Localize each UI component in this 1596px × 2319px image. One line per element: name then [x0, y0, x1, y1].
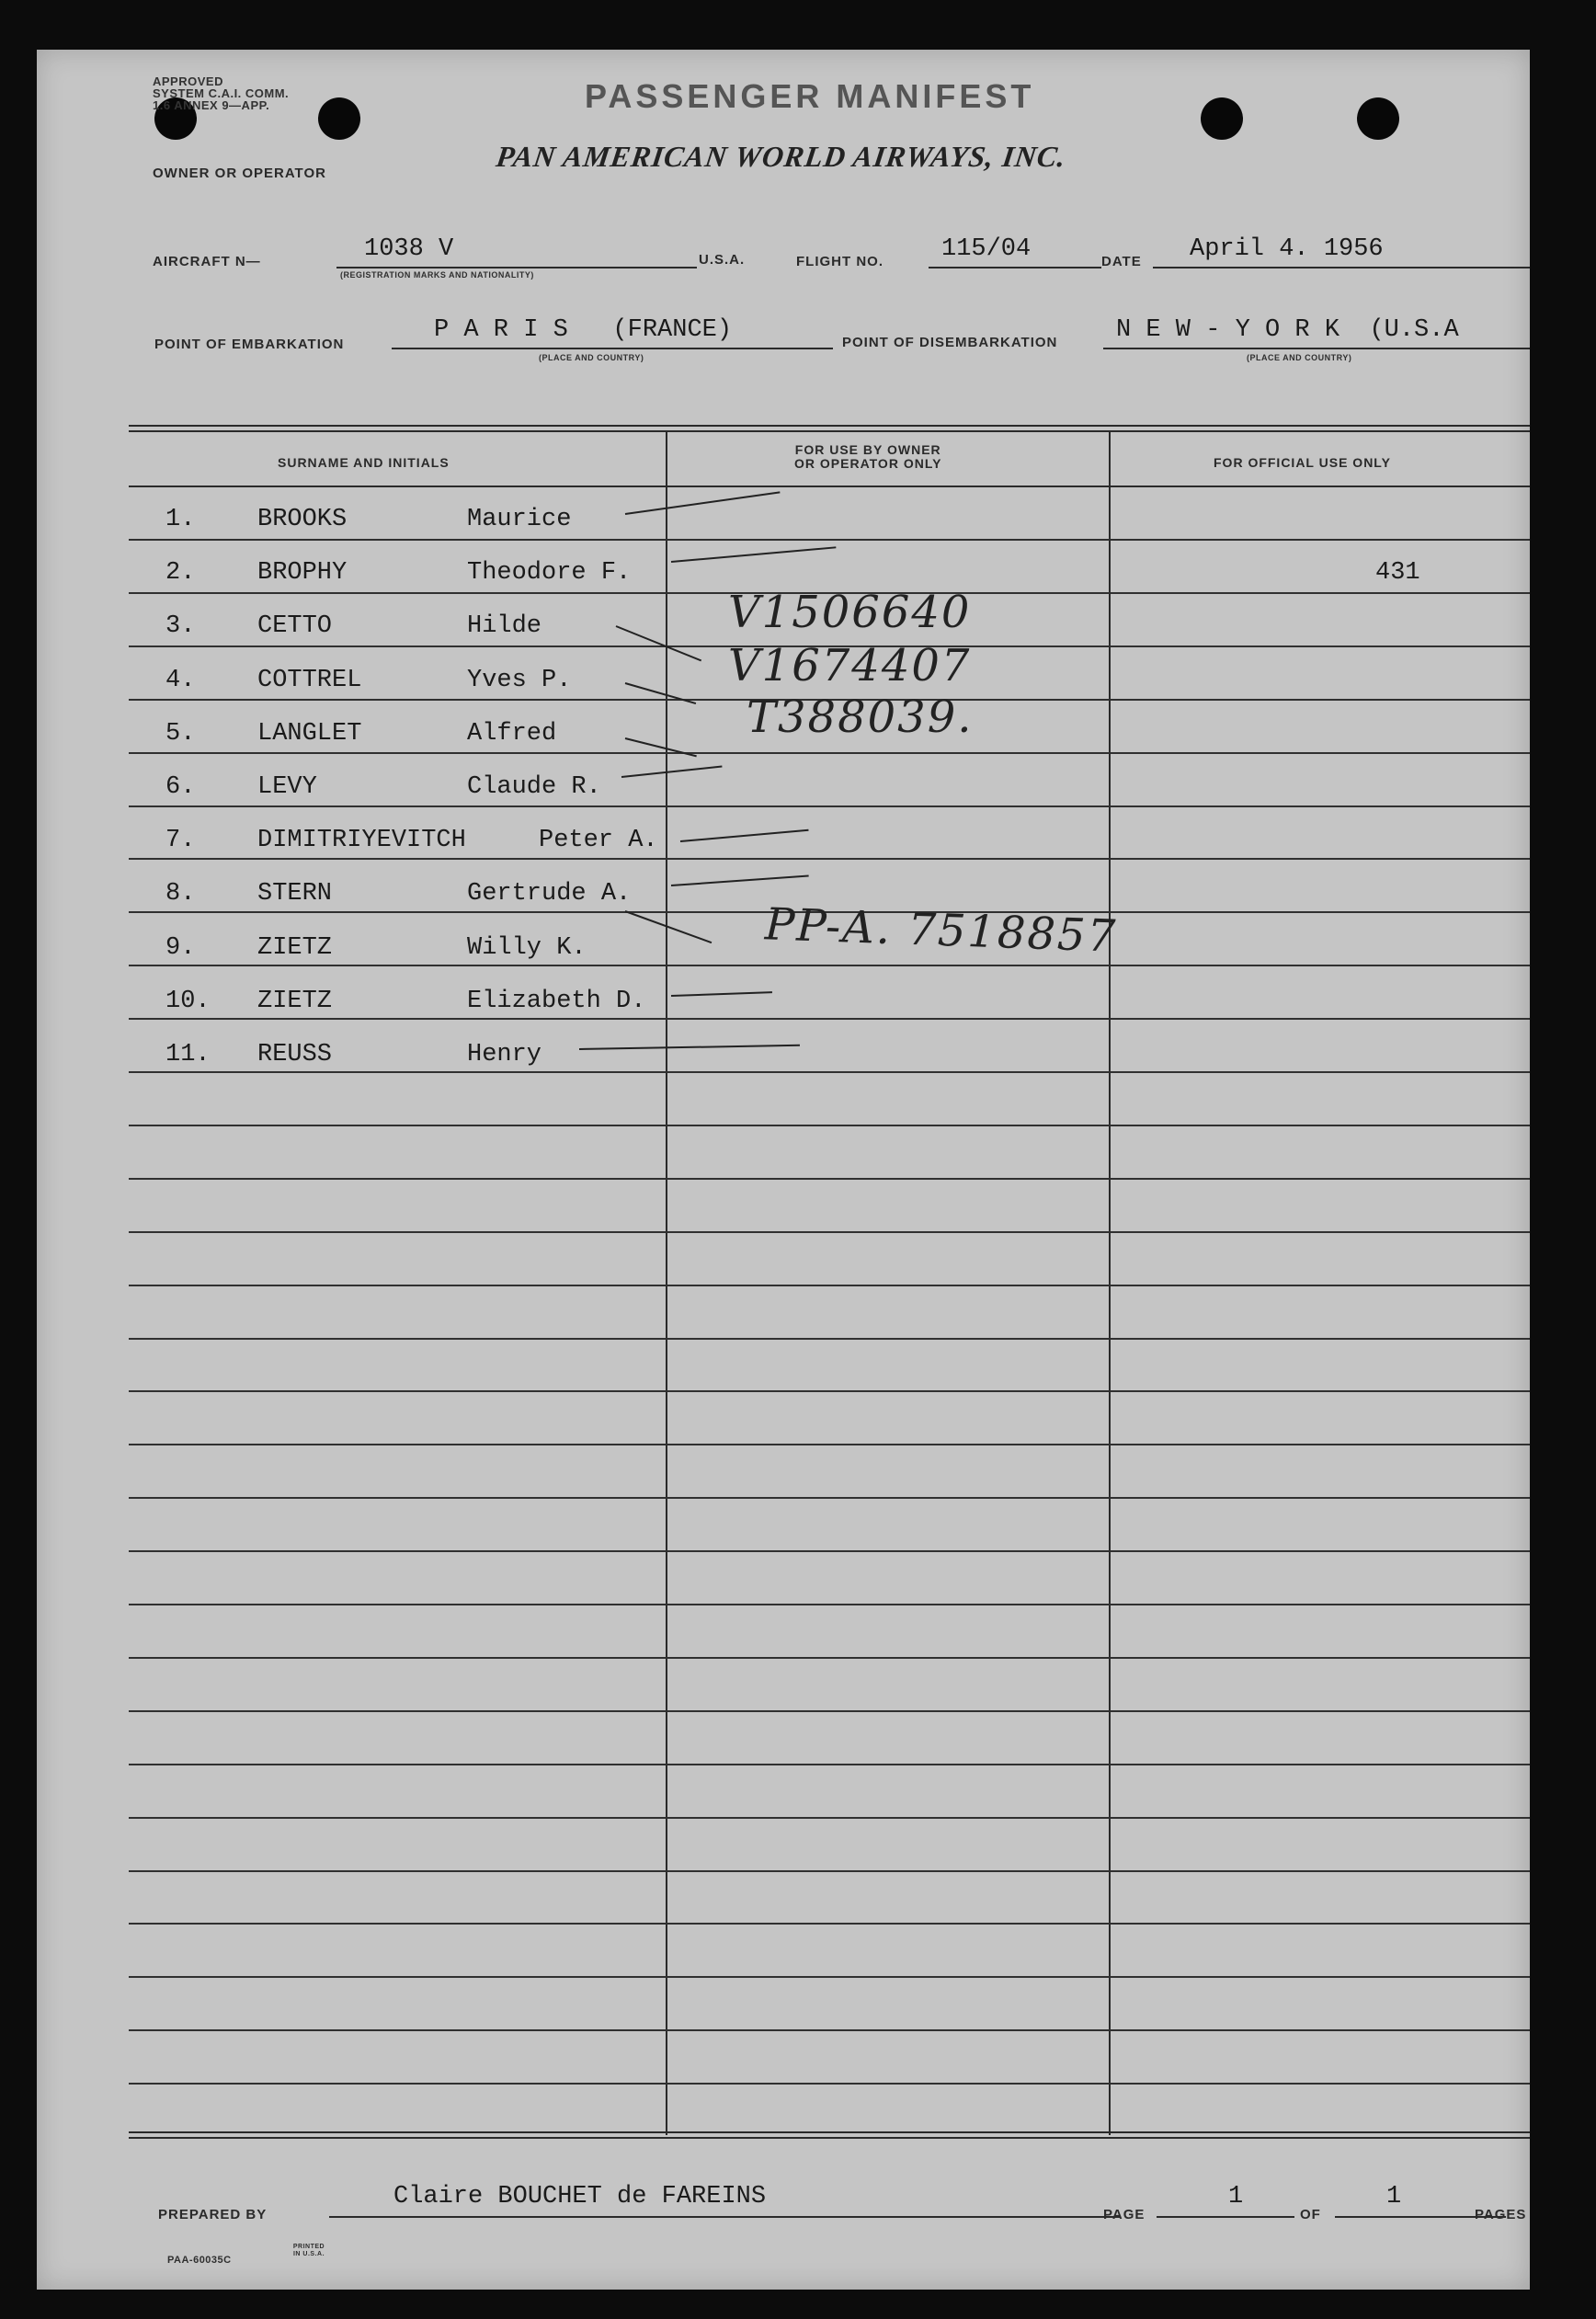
passenger-surname: LEVY [257, 773, 317, 801]
surname-column-header: SURNAME AND INITIALS [278, 455, 450, 470]
official-column-header: FOR OFFICIAL USE ONLY [1214, 455, 1391, 470]
table-top-rule [129, 425, 1530, 427]
passenger-given-names: Willy K. [467, 933, 587, 962]
passport-note-langlet: T388039. [747, 691, 974, 743]
passenger-given-names: Hilde [467, 612, 542, 641]
passenger-given-names: Gertrude A. [467, 880, 632, 908]
of-label: OF [1300, 2207, 1321, 2222]
passport-note-cottrel: V1674407 [728, 640, 972, 691]
table-row-line [129, 2083, 1530, 2085]
row-number: 11. [165, 1041, 211, 1068]
table-bottom-rule [129, 2131, 1530, 2133]
passenger-given-names: Elizabeth D. [467, 987, 646, 1015]
passenger-surname: REUSS [257, 1041, 333, 1068]
company-name: PAN AMERICAN WORLD AIRWAYS, INC. [494, 140, 1069, 173]
disembarkation-value: N E W - Y O R K (U.S.A [1116, 316, 1459, 344]
table-row-line [129, 1125, 1530, 1126]
owner-use-column-header [794, 443, 941, 471]
registration-caption: (REGISTRATION MARKS AND NATIONALITY) [340, 270, 534, 280]
table-row-line [129, 1444, 1530, 1445]
aircraft-value: 1038 V [364, 235, 454, 263]
table-row-line [129, 1817, 1530, 1819]
passenger-surname: DIMITRIYEVITCH [257, 827, 466, 855]
table-row-line [129, 752, 1530, 754]
prepared-underline [329, 2216, 1120, 2218]
table-top-rule [129, 430, 1530, 432]
passenger-surname: BROOKS [257, 506, 348, 533]
table-row-line [129, 1657, 1530, 1659]
disembarkation-label: POINT OF DISEMBARKATION [842, 335, 1058, 350]
row-number: 9. [165, 933, 196, 962]
passport-note-cetto: V1506640 [728, 587, 972, 638]
passenger-surname: ZIETZ [257, 933, 333, 962]
manifest-sheet [37, 50, 1530, 2290]
table-row-line [129, 805, 1530, 807]
passenger-given-names: Henry [467, 1041, 542, 1068]
date-value: April 4. 1956 [1190, 235, 1384, 263]
table-row-line [129, 539, 1530, 541]
date-underline [1153, 267, 1530, 268]
table-row-line [129, 1178, 1530, 1180]
pen-stroke [671, 991, 772, 997]
table-row-line [129, 1923, 1530, 1925]
pen-stroke [625, 682, 696, 704]
of-value: 1 [1386, 2183, 1402, 2210]
pages-label: PAGES [1475, 2207, 1527, 2222]
row-number: 2. [165, 559, 196, 588]
date-label: DATE [1101, 254, 1142, 269]
row-number: 4. [165, 666, 196, 694]
official-use-value: 431 [1375, 559, 1420, 588]
table-row-line [129, 1231, 1530, 1233]
row-number: 6. [165, 773, 196, 801]
pen-stroke [680, 829, 809, 842]
page-title: PASSENGER MANIFEST [585, 77, 1035, 115]
row-number: 7. [165, 827, 196, 855]
table-row-line [129, 1071, 1530, 1073]
embarkation-value: P A R I S (FRANCE) [434, 316, 733, 344]
passenger-given-names: Theodore F. [467, 559, 632, 588]
aircraft-label: AIRCRAFT N— [153, 254, 261, 269]
embarkation-caption: (PLACE AND COUNTRY) [539, 353, 644, 362]
page-underline [1157, 2216, 1294, 2218]
passport-note-zietz: PP-A. 7518857 [764, 898, 1119, 963]
approval-line: APPROVED [153, 74, 223, 88]
table-row-line [129, 1018, 1530, 1020]
page-value: 1 [1228, 2183, 1244, 2210]
passenger-surname: ZIETZ [257, 987, 333, 1015]
punch-hole [1357, 97, 1399, 140]
flight-value: 115/04 [941, 235, 1032, 263]
prepared-label: PREPARED BY [158, 2207, 268, 2222]
passenger-given-names: Peter A. [539, 827, 658, 855]
pen-stroke [625, 491, 781, 515]
table-row-line [129, 965, 1530, 966]
table-row-line [129, 1338, 1530, 1340]
prepared-value: Claire BOUCHET de FAREINS [393, 2183, 767, 2210]
passenger-surname: LANGLET [257, 719, 362, 748]
table-row-line [129, 1764, 1530, 1765]
passenger-surname: BROPHY [257, 559, 348, 588]
pen-stroke [671, 546, 836, 563]
row-number: 10. [165, 987, 211, 1015]
embarkation-underline [392, 348, 833, 349]
row-number: 8. [165, 880, 196, 908]
approval-line: 1.6 ANNEX 9—APP. [153, 98, 270, 112]
pen-stroke [625, 737, 697, 757]
pen-stroke [625, 910, 712, 943]
printed-mark: PRINTED IN U.S.A. [292, 2244, 325, 2257]
form-number: PAA-60035C [167, 2255, 232, 2266]
passenger-given-names: Maurice [467, 506, 572, 533]
header-bottom-rule [129, 486, 1530, 487]
row-number: 3. [165, 612, 196, 641]
table-row-line [129, 858, 1530, 860]
passenger-surname: COTTREL [257, 666, 362, 694]
table-bottom-rule [129, 2137, 1530, 2139]
approval-note [153, 75, 289, 111]
table-row-line [129, 1870, 1530, 1872]
pen-stroke [579, 1045, 800, 1050]
passenger-given-names: Yves P. [467, 666, 572, 694]
usa-label: U.S.A. [699, 252, 746, 268]
owner-label: OWNER OR OPERATOR [153, 166, 326, 181]
owner-use-header-line: OR OPERATOR ONLY [794, 456, 942, 471]
aircraft-underline [336, 267, 697, 268]
table-row-line [129, 1976, 1530, 1978]
table-row-line [129, 1710, 1530, 1712]
row-number: 1. [165, 506, 196, 533]
table-row-line [129, 1497, 1530, 1499]
embarkation-label: POINT OF EMBARKATION [154, 337, 345, 352]
approval-line: SYSTEM C.A.I. COMM. [153, 86, 290, 100]
flight-label: FLIGHT NO. [796, 254, 884, 269]
table-row-line [129, 1390, 1530, 1392]
owner-use-header-line: FOR USE BY OWNER [794, 442, 941, 457]
pen-stroke [621, 766, 723, 778]
table-row-line [129, 1604, 1530, 1605]
table-row-line [129, 1285, 1530, 1286]
pen-stroke [616, 625, 701, 661]
disembarkation-underline [1103, 348, 1530, 349]
passenger-given-names: Alfred [467, 719, 557, 748]
passenger-surname: STERN [257, 880, 333, 908]
table-row-line [129, 1550, 1530, 1552]
disembarkation-caption: (PLACE AND COUNTRY) [1247, 353, 1352, 362]
punch-hole [318, 97, 360, 140]
passenger-surname: CETTO [257, 612, 333, 641]
passenger-given-names: Claude R. [467, 773, 601, 801]
punch-hole [1201, 97, 1243, 140]
pen-stroke [671, 875, 809, 886]
page-label: PAGE [1103, 2207, 1146, 2222]
table-row-line [129, 2029, 1530, 2031]
row-number: 5. [165, 719, 196, 748]
flight-underline [929, 267, 1101, 268]
